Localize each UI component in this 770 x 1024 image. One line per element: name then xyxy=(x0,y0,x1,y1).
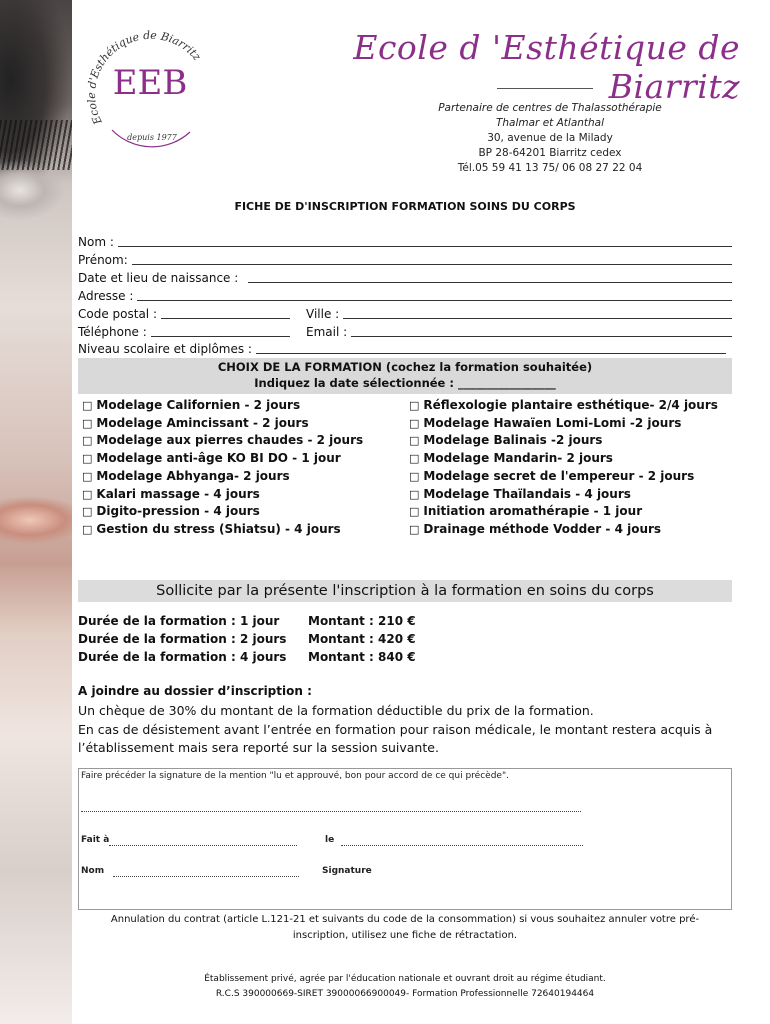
signature-nom-label: Nom xyxy=(81,866,105,876)
le-line[interactable] xyxy=(341,845,583,846)
choice-instruction: CHOIX DE LA FORMATION (cochez la formation souhaitée) xyxy=(217,360,593,374)
school-logo xyxy=(80,22,220,162)
pricing-amount: Montant : 420 € xyxy=(308,632,416,646)
checkbox-icon[interactable]: □ xyxy=(409,399,420,412)
naissance-line[interactable] xyxy=(248,270,732,283)
email-field[interactable] xyxy=(306,324,732,340)
checkbox-icon[interactable]: □ xyxy=(82,487,93,501)
code-postal-label: Code postal : xyxy=(78,307,157,321)
pricing-row xyxy=(78,648,416,666)
course-option[interactable] xyxy=(409,486,718,504)
nom-field[interactable] xyxy=(78,234,732,250)
course-label: Modelage secret de l'empereur - 2 jours xyxy=(423,468,695,483)
address-centers: Thalmar et Atlanthal xyxy=(495,117,605,129)
logo-emblem xyxy=(80,22,220,162)
pricing-duration: Durée de la formation : 2 jours xyxy=(78,632,287,646)
course-option[interactable] xyxy=(409,415,718,433)
attach-body xyxy=(78,702,738,758)
solicit-heading: Sollicite par la présente l'inscription à la formation en soins du corps xyxy=(78,580,732,602)
telephone-line[interactable] xyxy=(151,324,290,337)
address-block xyxy=(360,101,740,176)
pricing-duration: Durée de la formation : 4 jours xyxy=(78,650,287,664)
nom-label: Nom : xyxy=(78,235,114,249)
annulation-note: Annulation du contrat (article L.121-21 et suivants du code de la consommation) si vous souhaitez annuler votre pré-inscription, utilisez une fiche de rétractation. xyxy=(110,914,700,941)
naissance-field[interactable] xyxy=(78,270,732,286)
checkbox-icon[interactable]: □ xyxy=(82,416,93,430)
niveau-line[interactable] xyxy=(256,341,726,354)
checkbox-icon[interactable]: □ xyxy=(409,434,420,448)
naissance-label: Date et lieu de naissance : xyxy=(78,271,239,285)
courses-right-list xyxy=(409,397,718,539)
course-label: Modelage Balinais -2 jours xyxy=(423,433,603,448)
checkbox-icon[interactable]: □ xyxy=(409,487,420,501)
adresse-line[interactable] xyxy=(137,288,732,301)
course-label: Modelage Californien - 2 jours xyxy=(96,398,301,412)
course-option[interactable] xyxy=(409,521,718,539)
course-label: Modelage Hawaïen Lomi-Lomi -2 jours xyxy=(423,415,682,430)
attach-heading: A joindre au dossier d’inscription : xyxy=(78,684,312,698)
footer-line-status: Établissement privé, agrée par l'éducation nationale et ouvrant droit au régime étudiant. xyxy=(204,974,606,984)
address-partner: Partenaire de centres de Thalassothérapie xyxy=(438,102,662,114)
adresse-field[interactable] xyxy=(78,288,732,304)
course-option[interactable] xyxy=(82,450,363,468)
checkbox-icon[interactable]: □ xyxy=(409,505,420,519)
code-postal-field[interactable] xyxy=(78,306,290,322)
signature-nom-line[interactable] xyxy=(113,876,299,877)
signature-intro: Faire précéder la signature de la mention "lu et approuvé, bon pour accord de ce qui précède". xyxy=(81,771,509,781)
course-option[interactable] xyxy=(82,503,363,521)
fait-label: Fait à xyxy=(81,835,110,845)
checkbox-icon[interactable]: □ xyxy=(82,452,93,466)
pricing-table xyxy=(78,612,416,666)
course-option[interactable] xyxy=(409,503,718,521)
fait-line[interactable] xyxy=(109,845,297,846)
ville-line[interactable] xyxy=(343,306,732,319)
course-option[interactable] xyxy=(82,397,363,415)
course-label: Réflexologie plantaire esthétique- 2/4 jours xyxy=(423,398,718,412)
attach-line-desistement: En cas de désistement avant l’entrée en formation pour raison médicale, le montant restera acquis à l’établissement mais sera reporté sur la session suivante. xyxy=(78,721,713,755)
nom-line[interactable] xyxy=(118,234,732,247)
course-option[interactable] xyxy=(409,450,718,468)
address-postal: BP 28-64201 Biarritz cedex xyxy=(478,147,622,159)
checkbox-icon[interactable]: □ xyxy=(409,469,420,483)
choice-date[interactable]: Indiquez la date sélectionnée : _________________ xyxy=(254,376,556,390)
course-option[interactable] xyxy=(82,486,363,504)
school-title: Ecole d 'Esthétique de Biarritz xyxy=(353,28,740,106)
ville-field[interactable] xyxy=(306,306,732,322)
checkbox-icon[interactable]: □ xyxy=(82,469,93,483)
course-label: Kalari massage - 4 jours xyxy=(96,486,260,501)
course-label: Initiation aromathérapie - 1 jour xyxy=(423,504,643,519)
checkbox-icon[interactable]: □ xyxy=(82,434,93,448)
code-postal-line[interactable] xyxy=(161,306,290,319)
email-label: Email : xyxy=(306,325,348,339)
checkbox-icon[interactable]: □ xyxy=(82,505,93,519)
prenom-label: Prénom: xyxy=(78,253,128,267)
le-label: le xyxy=(325,835,335,845)
course-option[interactable] xyxy=(82,432,363,450)
course-option[interactable] xyxy=(82,415,363,433)
attach-line-cheque: Un chèque de 30% du montant de la formation déductible du prix de la formation. xyxy=(78,703,594,718)
logo-since: depuis 1977 xyxy=(127,133,177,142)
course-option[interactable] xyxy=(409,397,718,415)
course-label: Modelage Mandarin- 2 jours xyxy=(423,451,613,466)
pricing-amount: Montant : 210 € xyxy=(308,614,416,628)
eyelashes-decoration xyxy=(0,120,72,170)
pricing-row xyxy=(78,630,416,648)
checkbox-icon[interactable]: □ xyxy=(409,416,420,430)
signature-box xyxy=(78,768,732,910)
course-label: Drainage méthode Vodder - 4 jours xyxy=(423,521,662,536)
address-street: 30, avenue de la Milady xyxy=(487,132,613,144)
course-option[interactable] xyxy=(409,432,718,450)
prenom-field[interactable] xyxy=(78,252,732,268)
niveau-field[interactable] xyxy=(78,341,726,357)
mention-line[interactable] xyxy=(81,811,581,812)
pricing-duration: Durée de la formation : 1 jour xyxy=(78,614,280,628)
choice-band xyxy=(78,358,732,394)
course-label: Modelage Thaïlandais - 4 jours xyxy=(423,486,631,501)
course-option[interactable] xyxy=(409,468,718,486)
address-phone: Tél.05 59 41 13 75/ 06 08 27 22 04 xyxy=(457,162,643,174)
course-label: Modelage anti-âge KO BI DO - 1 jour xyxy=(96,451,341,466)
email-line[interactable] xyxy=(351,324,732,337)
checkbox-icon[interactable]: □ xyxy=(82,399,93,412)
title-underline xyxy=(497,88,593,89)
signature-label: Signature xyxy=(322,866,372,876)
logo-ring-text: Ecole d'Esthétique de Biarritz xyxy=(84,28,204,127)
footer-line-rcs: R.C.S 390000669-SIRET 39000066900049- Formation Professionnelle 72640194464 xyxy=(215,989,595,999)
checkbox-icon[interactable]: □ xyxy=(82,522,93,536)
form-title: FICHE DE D'INSCRIPTION FORMATION SOINS DU CORPS xyxy=(234,200,576,213)
footer xyxy=(88,972,722,1002)
pricing-row xyxy=(78,612,416,630)
course-label: Modelage Amincissant - 2 jours xyxy=(96,415,309,430)
course-label: Modelage Abhyanga- 2 jours xyxy=(96,468,290,483)
logo-monogram: EEB xyxy=(112,63,188,103)
course-label: Digito-pression - 4 jours xyxy=(96,504,260,519)
ville-label: Ville : xyxy=(306,307,340,321)
telephone-label: Téléphone : xyxy=(78,325,147,339)
courses-left-list xyxy=(82,397,363,539)
course-option[interactable] xyxy=(82,521,363,539)
telephone-field[interactable] xyxy=(78,324,290,340)
checkbox-icon[interactable]: □ xyxy=(409,452,420,466)
prenom-line[interactable] xyxy=(132,252,732,265)
adresse-label: Adresse : xyxy=(78,289,134,303)
course-label: Gestion du stress (Shiatsu) - 4 jours xyxy=(96,521,341,536)
course-label: Modelage aux pierres chaudes - 2 jours xyxy=(96,433,364,448)
niveau-label: Niveau scolaire et diplômes : xyxy=(78,342,252,356)
checkbox-icon[interactable]: □ xyxy=(409,522,420,536)
pricing-amount: Montant : 840 € xyxy=(308,650,416,664)
course-option[interactable] xyxy=(82,468,363,486)
decorative-face-photo xyxy=(0,0,72,1024)
